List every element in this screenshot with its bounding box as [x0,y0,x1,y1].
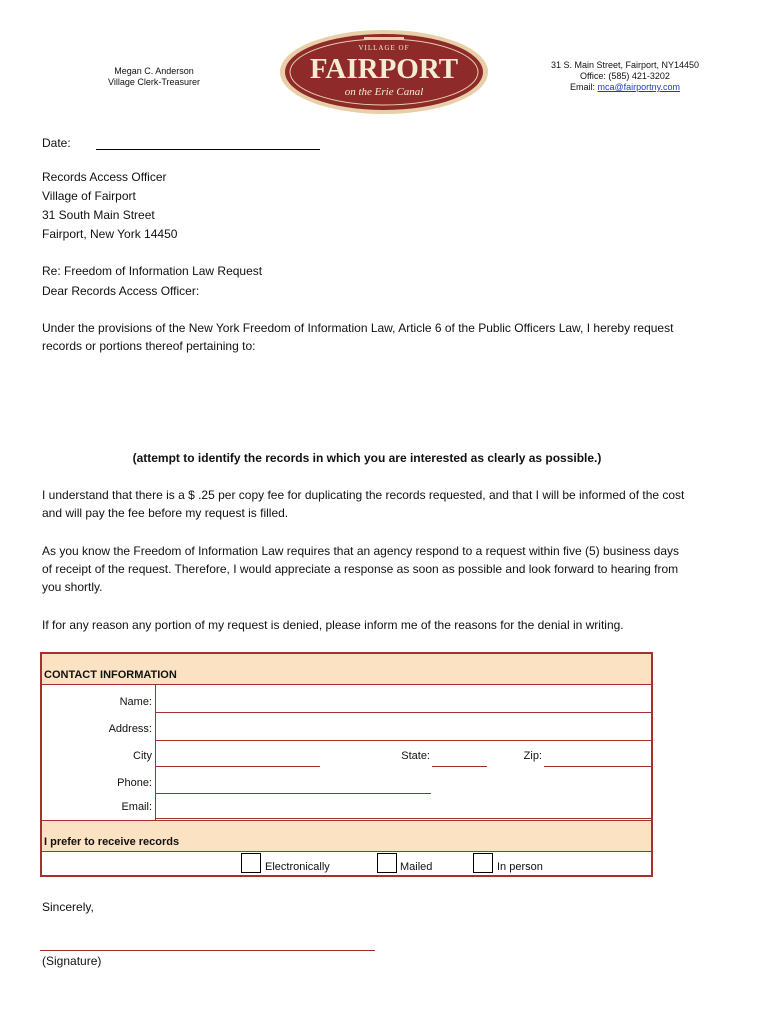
electronically-checkbox[interactable] [241,853,261,873]
in-person-checkbox[interactable] [473,853,493,873]
in-person-label: In person [497,861,543,873]
recipient-line: Records Access Officer [42,170,167,184]
re-line: Re: Freedom of Information Law Request [42,264,263,278]
state-field[interactable] [432,765,487,767]
salutation: Dear Records Access Officer: [42,284,200,298]
contact-form [40,652,653,877]
office-address: 31 S. Main Street, Fairport, NY14450 [550,60,700,70]
date-label: Date: [42,136,71,150]
clerk-role: Village Clerk-Treasurer [107,77,201,87]
logo-tagline: on the Erie Canal [344,86,424,98]
recipient-line: Fairport, New York 14450 [42,227,178,241]
recipient-block [42,168,177,244]
address-field[interactable] [155,740,651,741]
email-field-label: Email: [121,801,152,813]
logo-top-text: VILLAGE OF [358,44,410,52]
zip-label: Zip: [523,750,542,762]
electronically-label: Electronically [265,861,330,873]
denial-paragraph: If for any reason any portion of my request is denied, please inform me of the reasons for the denial in writing. [42,618,624,632]
email-label: Email: [569,82,595,92]
clerk-name: Megan C. Anderson [114,66,194,76]
office-info [540,60,710,93]
intro-paragraph: Under the provisions of the New York Freedom of Information Law, Article 6 of the Public Officers Law, I hereby request records or portions thereof pertaining to: [42,321,674,353]
sincerely: Sincerely, [42,900,94,914]
logo-name: FAIRPORT [309,53,459,85]
phone-field[interactable] [155,792,431,794]
records-note: (attempt to identify the records in which you are interested as clearly as possible.) [132,451,602,465]
name-label: Name: [119,696,152,708]
state-label: State: [401,750,430,762]
name-field[interactable] [155,712,651,713]
zip-field[interactable] [544,765,651,767]
city-label: City [133,750,152,762]
fairport-logo [278,28,490,116]
date-line[interactable] [96,148,320,150]
clerk-info [90,66,218,88]
contact-header-band [42,654,651,685]
signature-label: (Signature) [42,954,102,968]
city-field[interactable] [155,765,320,767]
phone-label: Phone: [117,777,152,789]
recipient-line: Village of Fairport [42,189,136,203]
email-link[interactable]: mca@fairportny.com [597,82,681,92]
office-phone: Office: (585) 421-3202 [580,71,670,81]
mailed-checkbox[interactable] [377,853,397,873]
address-label: Address: [108,723,152,735]
label-divider [155,684,156,820]
response-paragraph: As you know the Freedom of Information Law requires that an agency respond to a request within five (5) business days of receipt of the request. Therefore, I would appreciate a response as soon as possible and look forward to hearing from you shortly. [42,544,680,594]
signature-line[interactable] [40,949,375,951]
prefer-band [42,820,651,852]
email-field[interactable] [155,818,651,819]
prefer-title: I prefer to receive records [44,836,180,848]
fee-paragraph: I understand that there is a $ .25 per copy fee for duplicating the records requested, and that I will be informed of the cost and will pay the fee before my request is filled. [42,488,685,520]
contact-title: CONTACT INFORMATION [44,669,177,681]
office-email-row [540,82,710,93]
recipient-line: 31 South Main Street [42,208,155,222]
mailed-label: Mailed [400,861,433,873]
